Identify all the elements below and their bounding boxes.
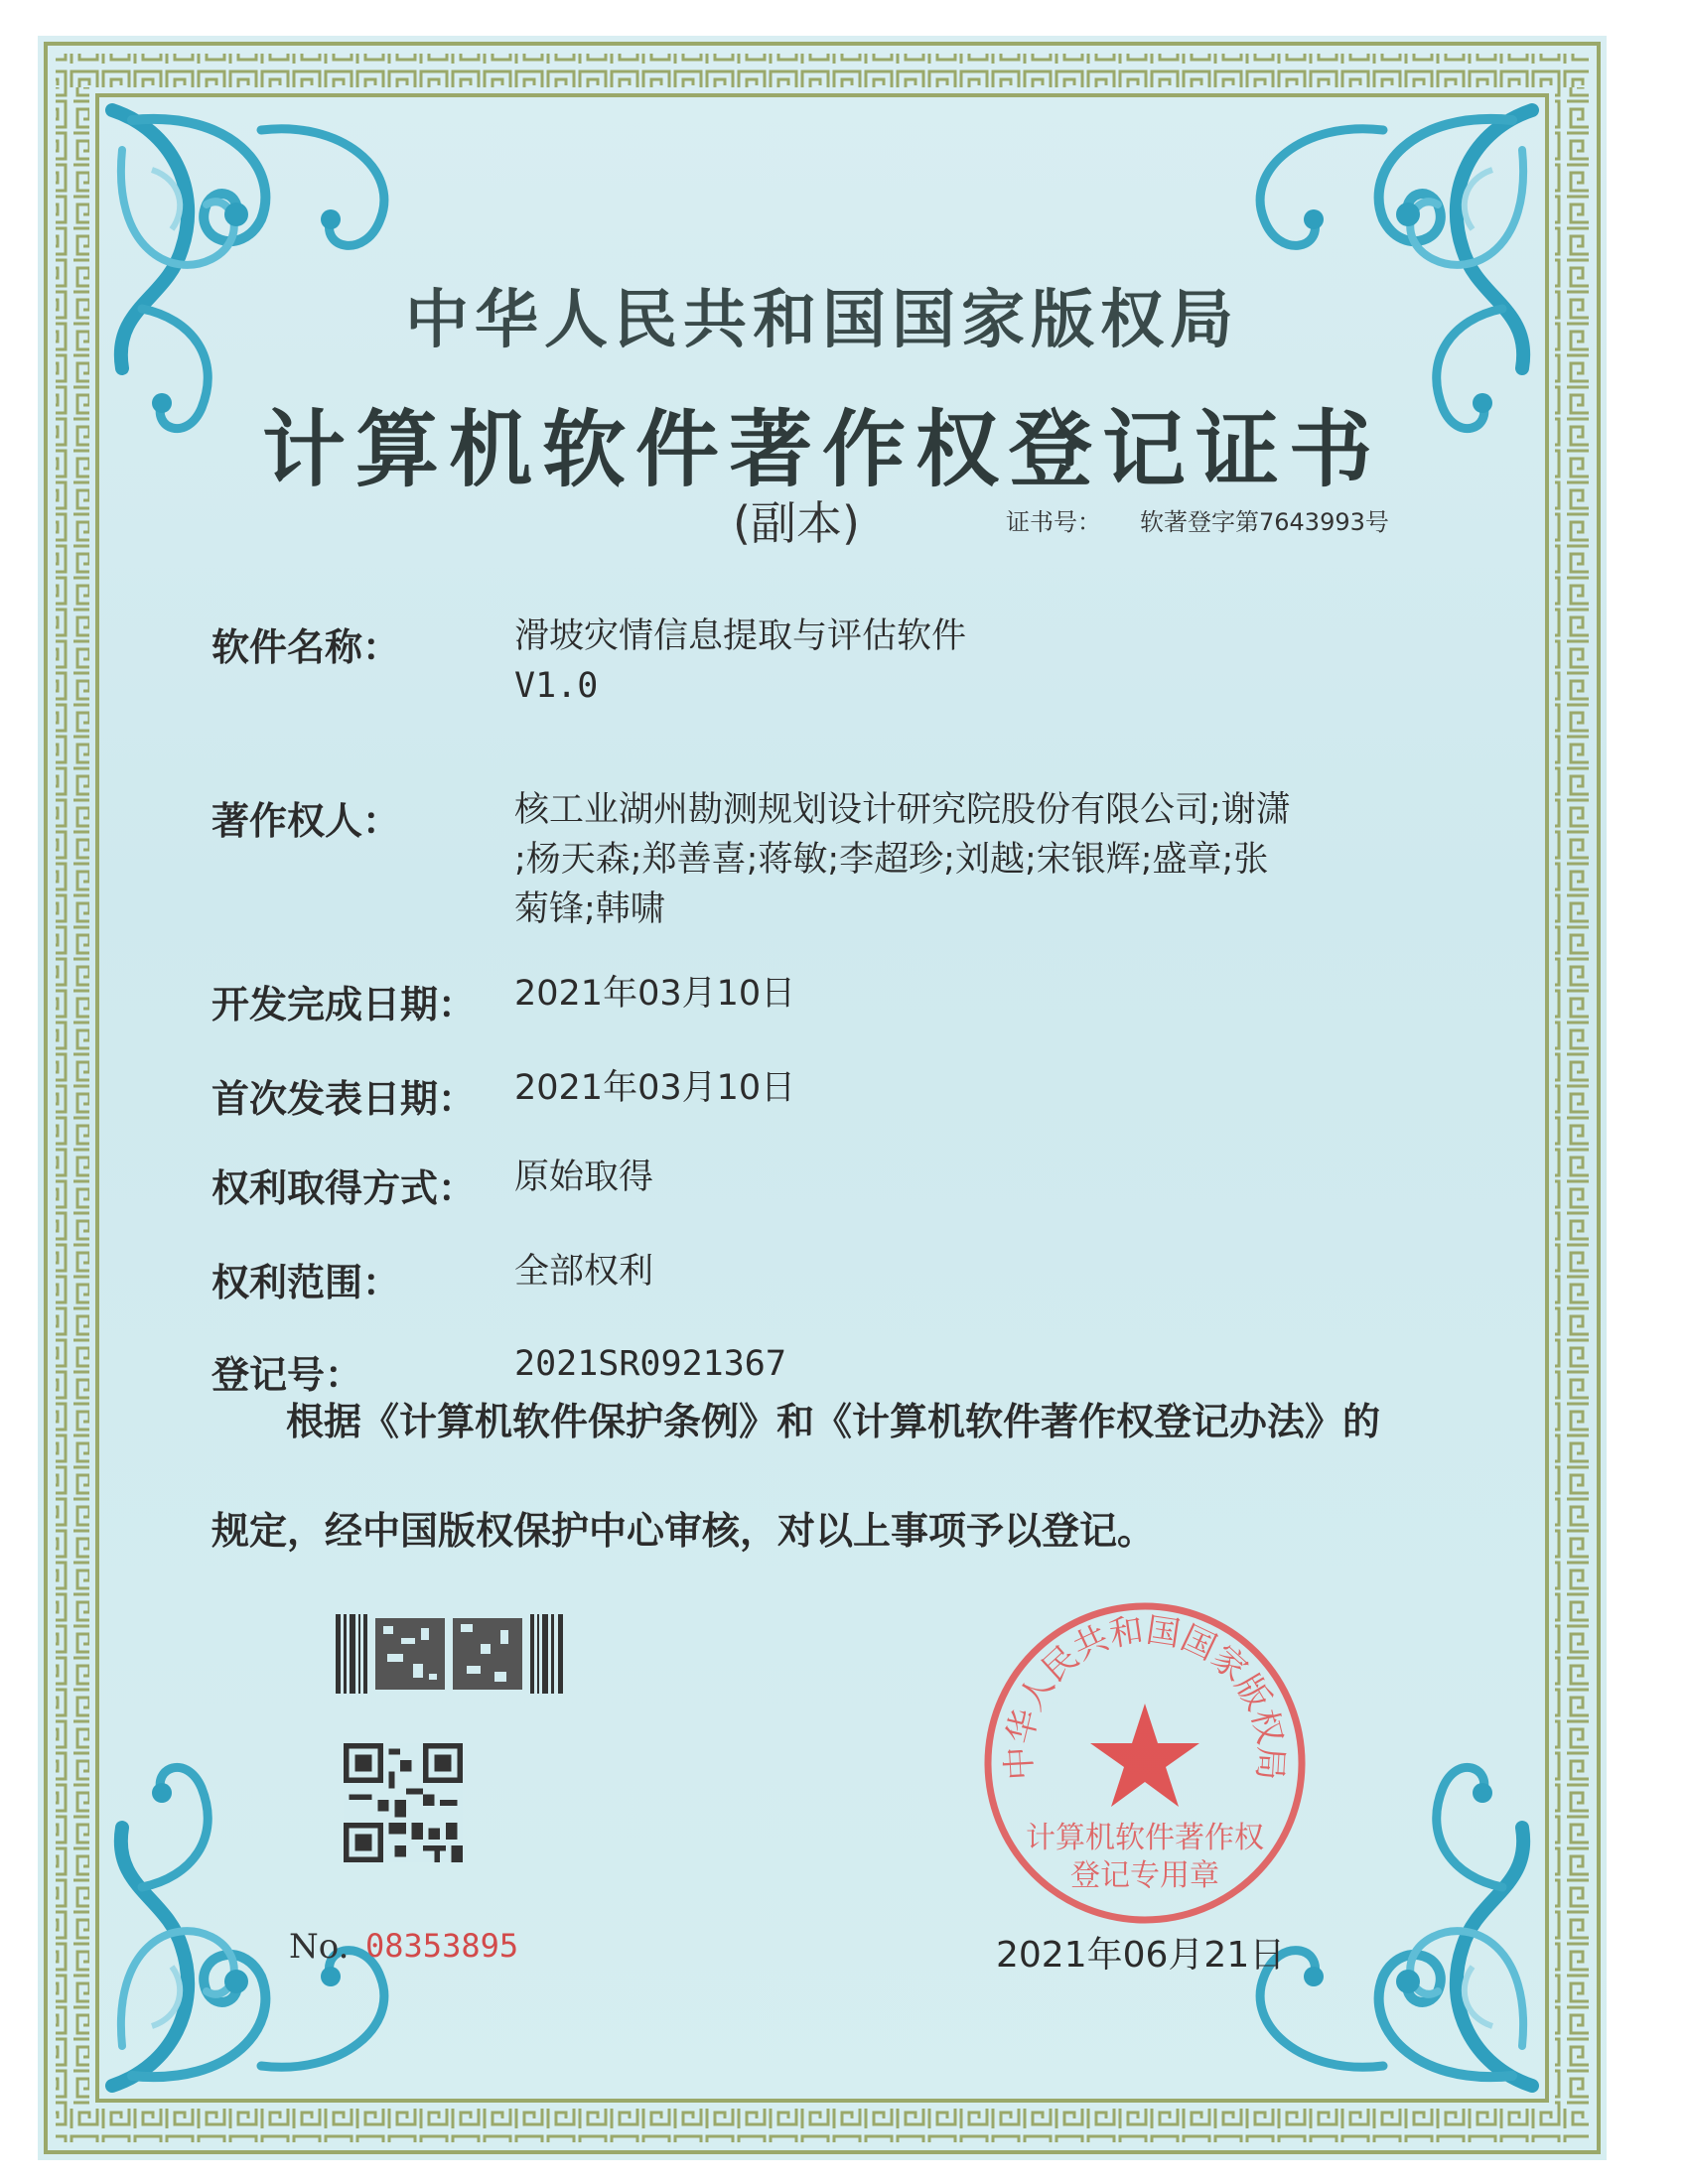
copyright-owner-line: 核工业湖州勘测规划设计研究院股份有限公司;谢潇	[514, 790, 1291, 830]
qr-code-icon	[344, 1743, 463, 1862]
copyright-owner-label: 著作权人：	[211, 799, 401, 843]
development-date-label: 开发完成日期：	[211, 983, 477, 1026]
certificate-paper	[38, 36, 1607, 2160]
official-seal	[981, 1599, 1309, 1927]
publication-date-label: 首次发表日期：	[211, 1077, 477, 1121]
seal-inner-line: 登记专用章	[1070, 1858, 1219, 1893]
copyright-owner-line: ;杨天森;郑善喜;蒋敏;李超珍;刘越;宋银辉;盛章;张	[514, 840, 1269, 880]
software-name: 滑坡灾情信息提取与评估软件	[514, 616, 967, 656]
issuing-authority: 中华人民共和国国家版权局	[405, 284, 1239, 357]
copyright-owner-line: 菊锋;韩啸	[514, 889, 665, 929]
acquisition-method-label: 权利取得方式：	[211, 1166, 477, 1210]
serial-number: 08353895	[365, 1927, 519, 1965]
software-name-value	[514, 612, 966, 711]
registration-number-value: 2021SR0921367	[514, 1344, 786, 1384]
software-version: V1.0	[514, 666, 599, 706]
acquisition-method-value: 原始取得	[514, 1158, 654, 1197]
copyright-owner-value	[514, 785, 1291, 934]
certificate-number-label: 证书号：	[1006, 508, 1101, 536]
copy-label: (副本)	[733, 496, 860, 550]
issue-date: 2021年06月21日	[996, 1935, 1286, 1976]
barcode-icon	[336, 1614, 564, 1694]
seal-inner-line: 计算机软件著作权	[1026, 1821, 1264, 1855]
registration-number-label: 登记号：	[211, 1353, 363, 1397]
development-date-value: 2021年03月10日	[514, 974, 796, 1014]
seal-outer-text: 中华人民共和国国家版权局	[999, 1610, 1291, 1782]
serial-label: No.	[289, 1927, 350, 1967]
rights-scope-value: 全部权利	[514, 1252, 654, 1292]
declaration-line: 规定，经中国版权保护中心审核，对以上事项予以登记。	[211, 1509, 1156, 1553]
certificate-title: 计算机软件著作权登记证书	[261, 401, 1382, 498]
official-seal-star-icon	[1090, 1704, 1199, 1807]
software-name-label: 软件名称：	[211, 625, 401, 669]
certificate-number: 软著登字第7643993号	[1140, 508, 1389, 536]
declaration-line: 根据《计算机软件保护条例》和《计算机软件著作权登记办法》的	[286, 1400, 1381, 1443]
rights-scope-label: 权利范围：	[211, 1261, 401, 1304]
publication-date-value: 2021年03月10日	[514, 1068, 796, 1108]
